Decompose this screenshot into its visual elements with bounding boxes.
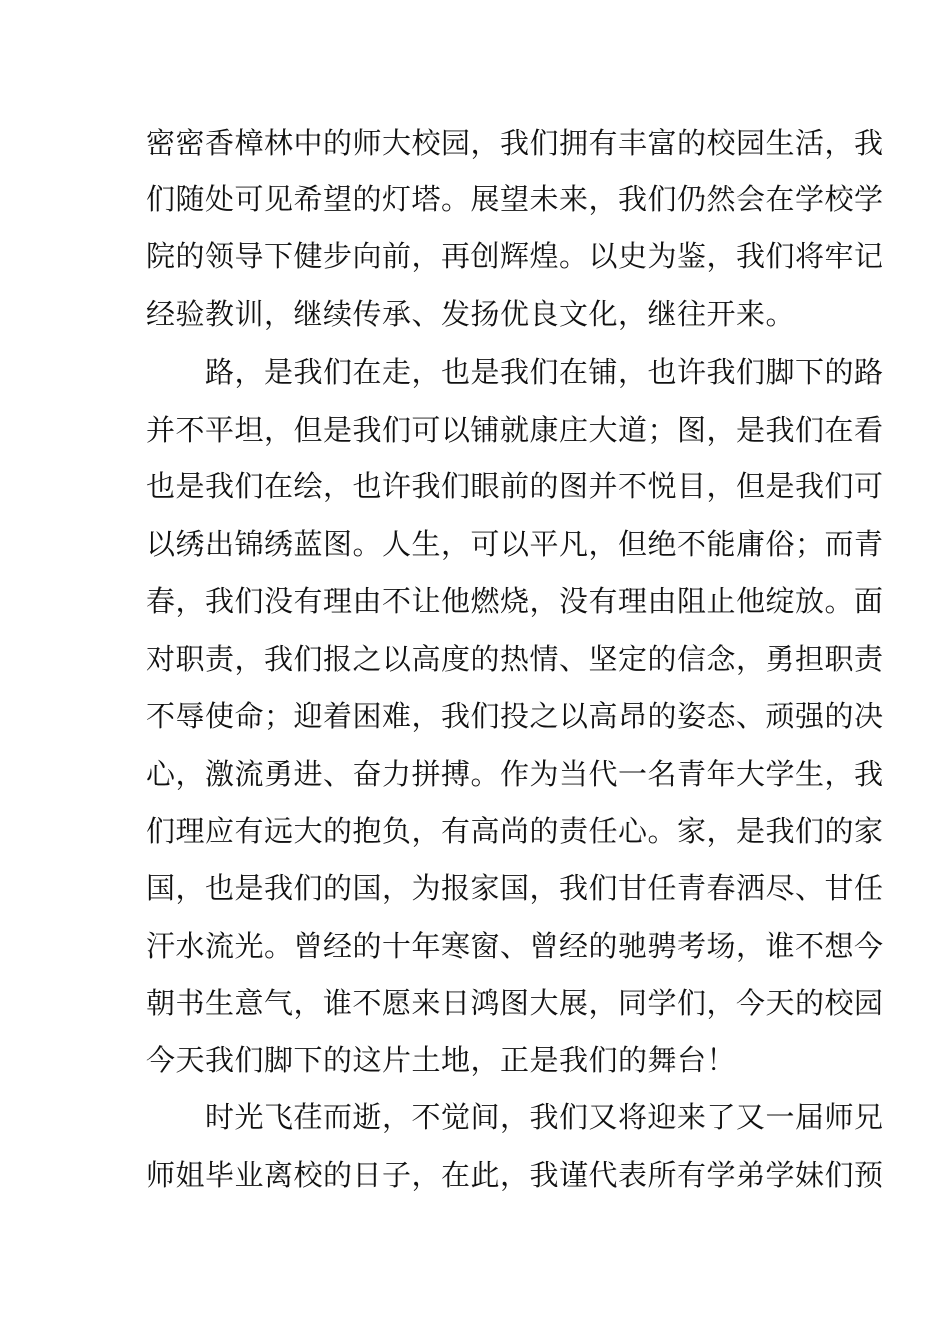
text-line: 以绣出锦绣蓝图。人生，可以平凡，但绝不能庸俗；而青 — [146, 527, 884, 561]
text-line: 们随处可见希望的灯塔。展望未来，我们仍然会在学校学 — [146, 182, 884, 216]
text-line: 经验教训，继续传承、发扬优良文化，继往开来。 — [146, 297, 796, 331]
text-line: 心，激流勇进、奋力拼搏。作为当代一名青年大学生，我 — [146, 757, 884, 791]
paragraph-start-line: 路，是我们在走，也是我们在铺，也许我们脚下的路 — [205, 355, 884, 389]
text-line: 朝书生意气，谁不愿来日鸿图大展，同学们，今天的校园 — [146, 986, 884, 1020]
text-line: 汗水流光。曾经的十年寒窗、曾经的驰骋考场，谁不想今 — [146, 929, 884, 963]
text-line: 今天我们脚下的这片土地，正是我们的舞台！ — [146, 1043, 737, 1077]
text-line: 对职责，我们报之以高度的热情、坚定的信念，勇担职责 — [146, 642, 884, 676]
text-line: 也是我们在绘，也许我们眼前的图并不悦目，但是我们可 — [146, 469, 884, 503]
text-line: 不辱使命；迎着困难，我们投之以高昂的姿态、顽强的决 — [146, 699, 884, 733]
text-line: 国，也是我们的国，为报家国，我们甘任青春洒尽、甘任 — [146, 871, 884, 905]
text-line: 师姐毕业离校的日子，在此，我谨代表所有学弟学妹们预 — [146, 1158, 884, 1192]
text-line: 春，我们没有理由不让他燃烧，没有理由阻止他绽放。面 — [146, 584, 884, 618]
text-line: 密密香樟林中的师大校园，我们拥有丰富的校园生活，我 — [146, 126, 884, 160]
text-line: 并不平坦，但是我们可以铺就康庄大道；图，是我们在看 — [146, 413, 884, 447]
text-line: 们理应有远大的抱负，有高尚的责任心。家，是我们的家 — [146, 814, 884, 848]
paragraph-start-line: 时光飞荏而逝，不觉间，我们又将迎来了又一届师兄 — [205, 1100, 884, 1134]
text-line: 院的领导下健步向前，再创辉煌。以史为鉴，我们将牢记 — [146, 239, 884, 273]
